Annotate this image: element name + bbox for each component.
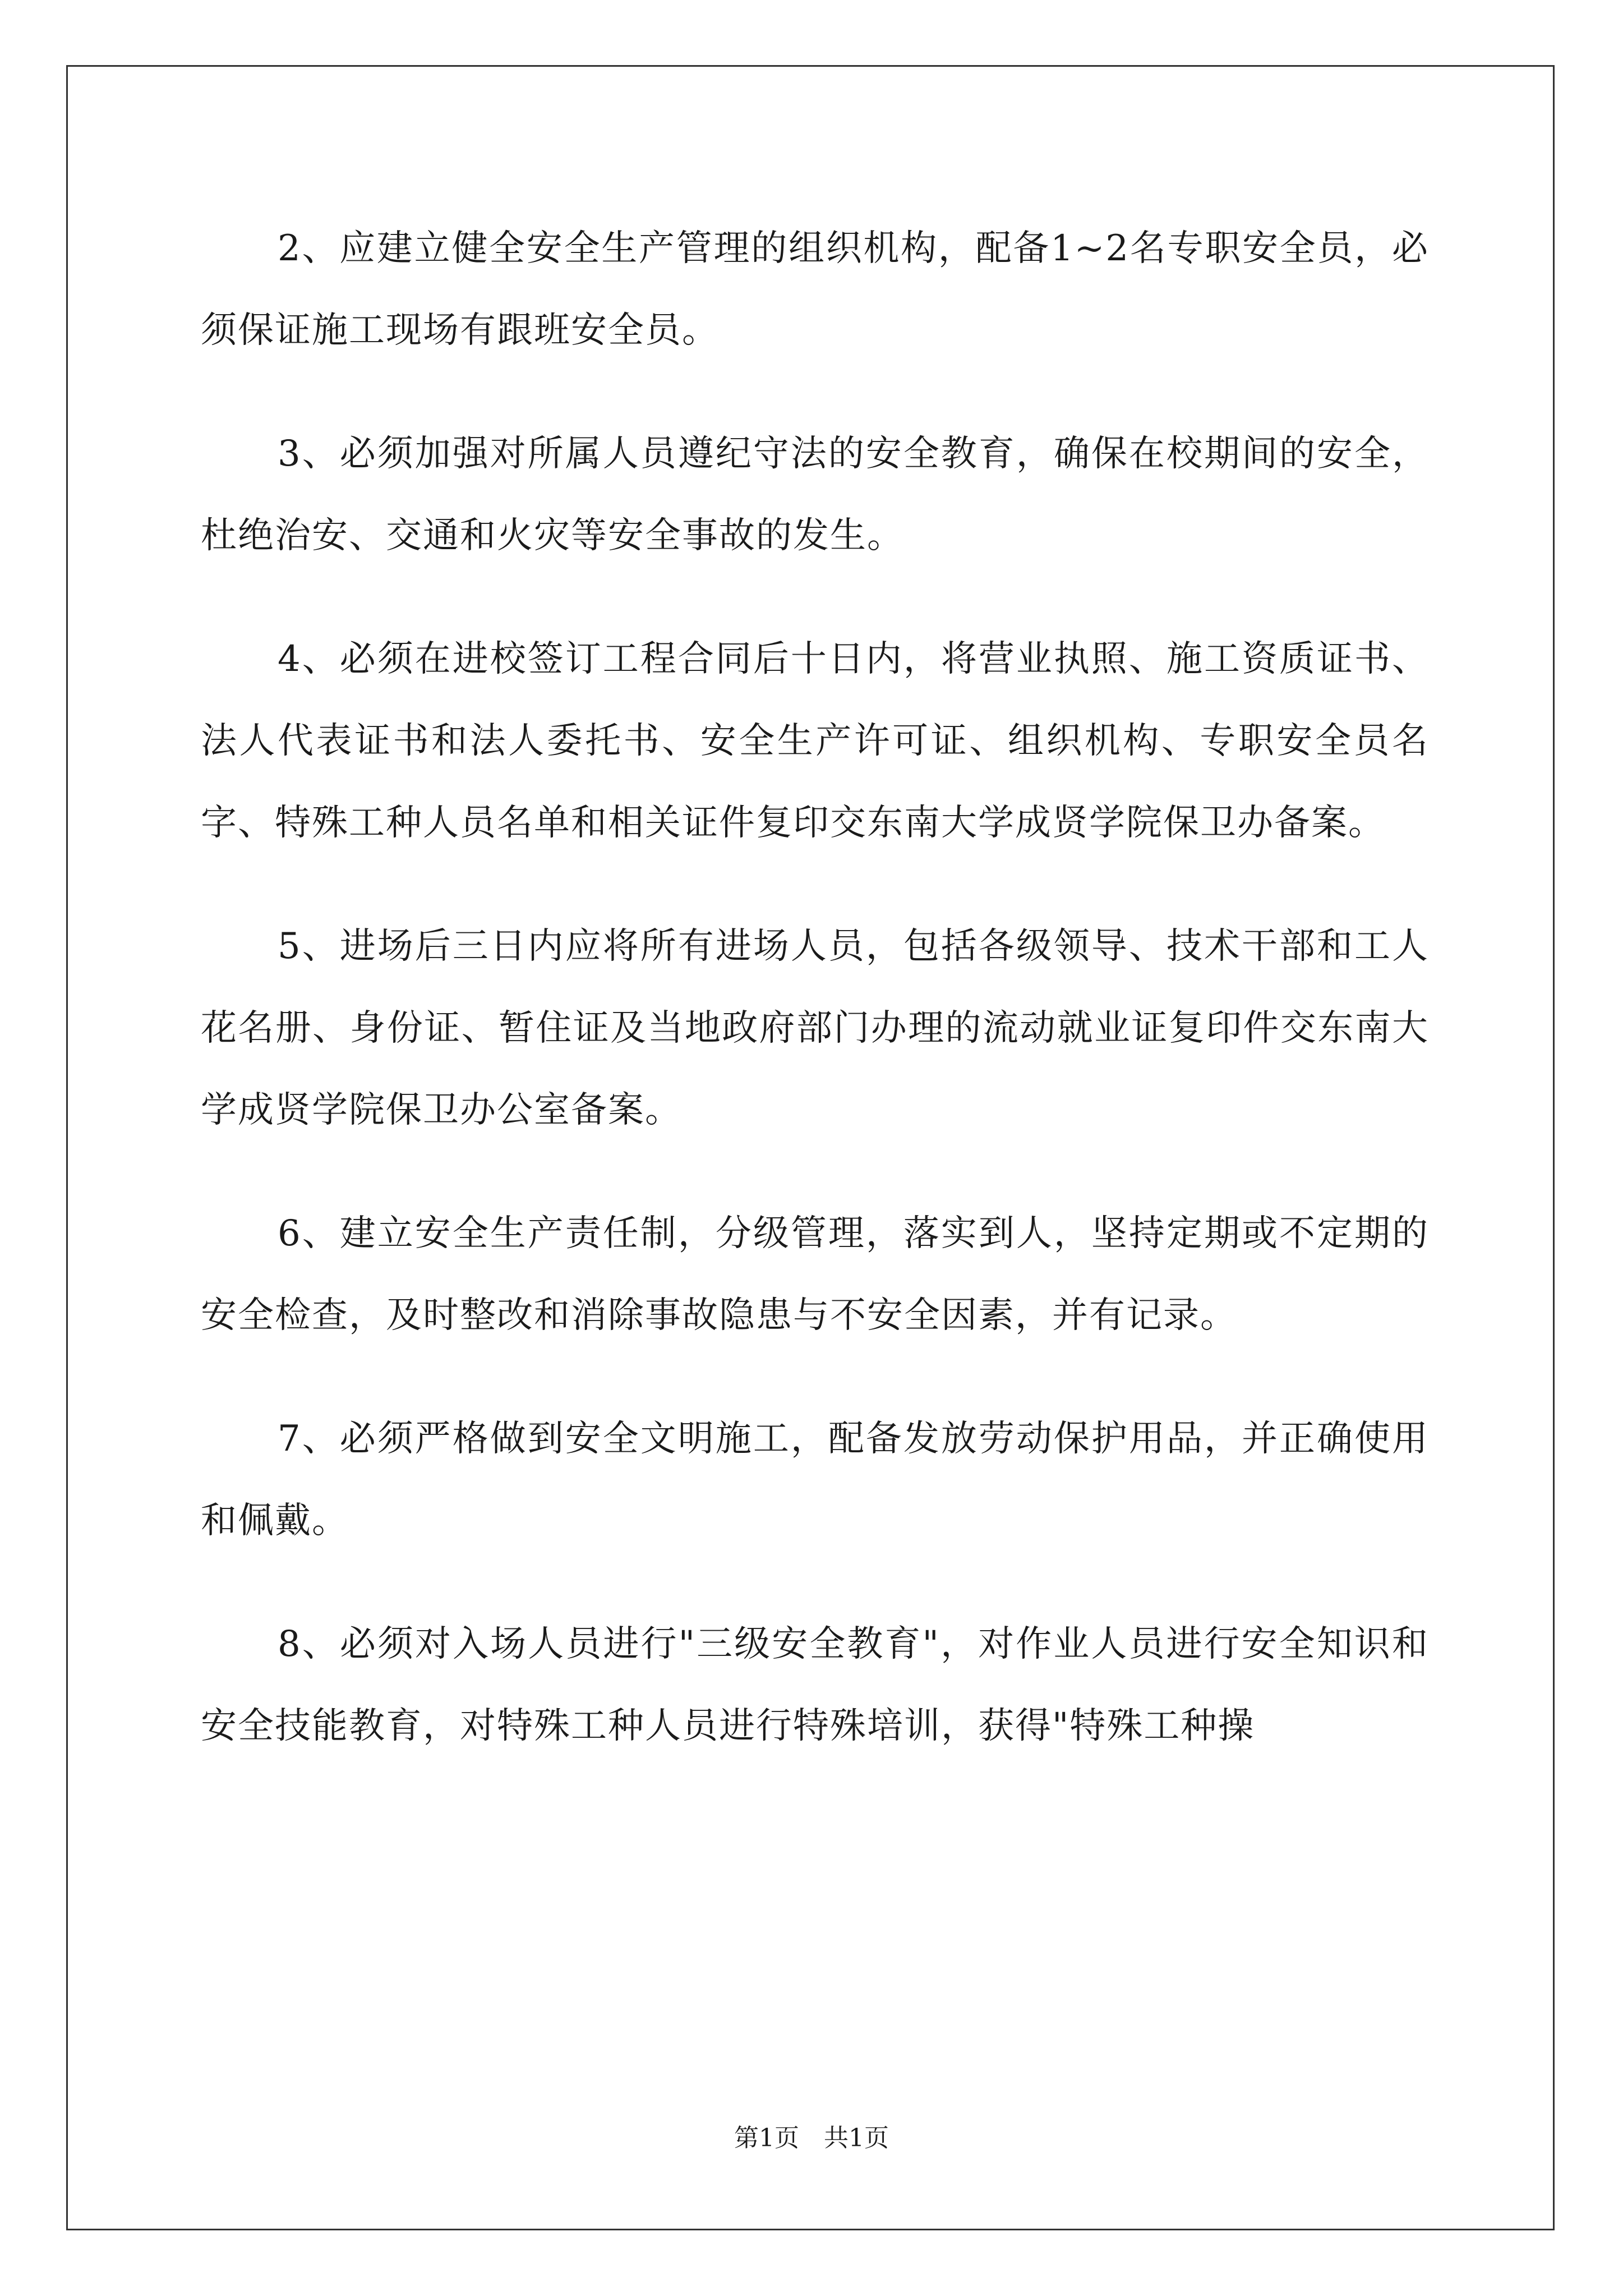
paragraph-item-5: 5、进场后三日内应将所有进场人员，包括各级领导、技术干部和工人花名册、身份证、暂住证及当地政府部门办理的流动就业证复印件交东南大学成贤学院保卫办公室备案。: [201, 926, 1429, 1131]
paragraph-item-7: 7、必须严格做到安全文明施工，配备发放劳动保护用品，并正确使用和佩戴。: [201, 1418, 1429, 1542]
document-body: [201, 208, 1429, 1809]
paragraph-item-2: 2、应建立健全安全生产管理的组织机构，配备1~2名专职安全员，必须保证施工现场有跟班安全员。: [201, 228, 1429, 351]
paragraph-item-6: 6、建立安全生产责任制，分级管理，落实到人，坚持定期或不定期的安全检查，及时整改和消除事故隐患与不安全因素，并有记录。: [201, 1213, 1429, 1336]
page-footer: [0, 2118, 1623, 2154]
paragraph-item-3: 3、必须加强对所属人员遵纪守法的安全教育，确保在校期间的安全，杜绝治安、交通和火灾等安全事故的发生。: [201, 433, 1429, 556]
paragraph-item-8: 8、必须对入场人员进行"三级安全教育"，对作业人员进行安全知识和安全技能教育，对特殊工种人员进行特殊培训，获得"特殊工种操: [201, 1623, 1429, 1747]
paragraph-item-4: 4、必须在进校签订工程合同后十日内，将营业执照、施工资质证书、法人代表证书和法人委托书、安全生产许可证、组织机构、专职安全员名字、特殊工种人员名单和相关证件复印交东南大学成贤学院保卫办备案。: [201, 638, 1429, 844]
page-number-label: 第1页 共1页: [734, 2124, 889, 2152]
